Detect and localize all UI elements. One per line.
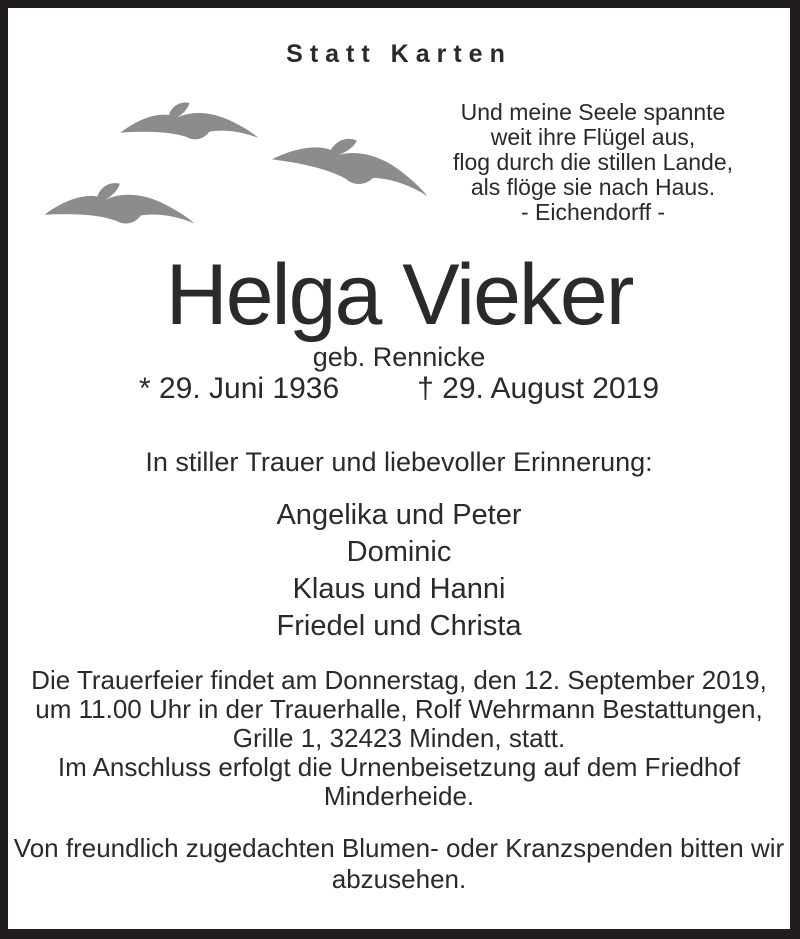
funeral-line: Im Anschluss erfolgt die Urnenbeisetzung auf dem Friedhof bbox=[57, 752, 741, 782]
donation-note bbox=[8, 833, 790, 895]
flying-bird-icon bbox=[41, 172, 198, 238]
funeral-line: Minderheide. bbox=[323, 781, 475, 811]
deceased-name: Helga Vieker bbox=[165, 247, 633, 343]
maiden-name: geb. Rennicke bbox=[312, 342, 486, 372]
poem-line: flog durch die stillen Lande, bbox=[452, 149, 734, 175]
mourner-line: Klaus und Hanni bbox=[292, 573, 506, 605]
funeral-line: Die Trauerfeier findet am Donnerstag, den 12. September 2019, bbox=[31, 665, 767, 695]
mourning-intro: In stiller Trauer und liebevoller Erinnerung: bbox=[145, 447, 653, 477]
poem-line: Und meine Seele spannte bbox=[460, 99, 726, 125]
flying-bird-icon bbox=[267, 122, 437, 204]
donation-line: abzusehen. bbox=[331, 864, 467, 894]
statt-karten-heading: Statt Karten bbox=[286, 40, 512, 68]
birth-date: * 29. Juni 1936 bbox=[138, 372, 340, 405]
mourner-line: Friedel und Christa bbox=[276, 610, 522, 642]
funeral-line: um 11.00 Uhr in der Trauerhalle, Rolf Wehrmann Bestattungen, bbox=[35, 694, 763, 724]
memorial-poem bbox=[418, 100, 768, 225]
mourners-list bbox=[8, 497, 790, 645]
flying-bird-icon bbox=[116, 91, 261, 154]
death-date: † 29. August 2019 bbox=[417, 372, 660, 405]
poem-attribution: - Eichendorff - bbox=[520, 199, 666, 225]
poem-line: als flöge sie nach Haus. bbox=[470, 174, 716, 200]
funeral-line: Grille 1, 32423 Minden, statt. bbox=[232, 723, 566, 753]
mourner-line: Dominic bbox=[346, 536, 452, 568]
funeral-details bbox=[8, 666, 790, 811]
life-dates bbox=[8, 372, 790, 406]
donation-line: Von freundlich zugedachten Blumen- oder Kranzspenden bitten wir bbox=[13, 833, 785, 863]
mourner-line: Angelika und Peter bbox=[276, 499, 522, 531]
poem-line: weit ihre Flügel aus, bbox=[490, 124, 696, 150]
